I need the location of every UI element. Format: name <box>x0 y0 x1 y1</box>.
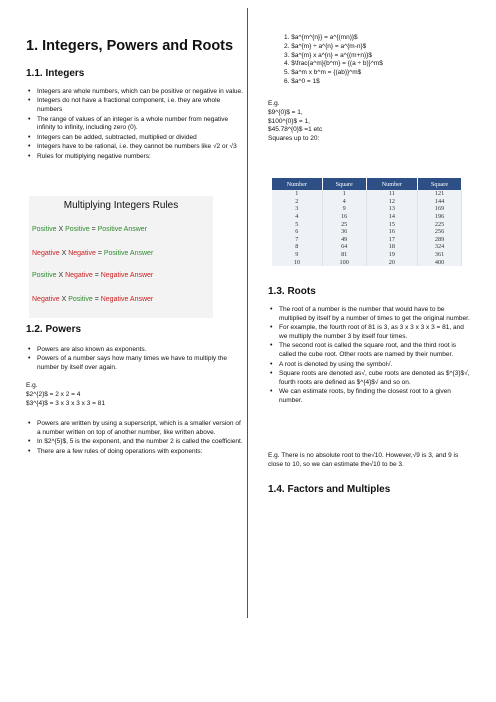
mult-rule-row <box>32 250 153 257</box>
table-cell: 19 <box>366 251 417 259</box>
table-cell: 12 <box>366 198 417 206</box>
mult-op: X <box>61 296 67 303</box>
example-line: $2^{2}$ = 2 x 2 = 4 <box>26 390 81 398</box>
table-cell: 2 <box>272 198 322 206</box>
mult-term: Negative <box>65 272 93 279</box>
column-header: Number <box>272 178 322 190</box>
section-heading-roots: 1.3. Roots <box>268 286 316 297</box>
table-row <box>272 236 462 244</box>
table-row <box>272 228 462 236</box>
rule-item: 5. $a^m x b^m = {(ab)}^m$ <box>284 69 362 77</box>
table-cell: 4 <box>322 198 366 206</box>
powers-bullet-list-2 <box>26 420 244 457</box>
mult-eq: = <box>94 296 99 303</box>
table-cell: 121 <box>418 190 462 198</box>
table-row <box>272 205 462 213</box>
table-cell: 144 <box>418 198 462 206</box>
rule-item: 3. $a^{m} x a^{n} = a^{(m+n)}$ <box>284 51 372 59</box>
table-cell: 11 <box>366 190 417 198</box>
mult-eq: = <box>94 272 99 279</box>
table-cell: 10 <box>272 258 322 266</box>
example-line: E.g. <box>26 382 38 389</box>
table-cell: 100 <box>322 258 366 266</box>
table-cell: 169 <box>418 205 462 213</box>
mult-term: Negative <box>68 250 96 257</box>
table-cell: 9 <box>272 251 322 259</box>
table-cell: 196 <box>418 213 462 221</box>
column-divider <box>247 8 248 618</box>
page-title: 1. Integers, Powers and Roots <box>26 38 234 54</box>
mult-term: Positive <box>68 296 93 303</box>
roots-bullet-list <box>268 306 472 406</box>
list-item: • Powers are written by using a superscript, which is a smaller version of a number written on top of another number, like written above. <box>26 420 244 438</box>
example-line: E.g. <box>268 100 280 107</box>
powers-example <box>26 382 105 408</box>
roots-example-paragraph: E.g. There is no absolute root to the√10. However,√9 is 3, and 9 is close to 10, so we can estimate the√10 to be 3. <box>268 452 459 468</box>
table-cell: 18 <box>366 243 417 251</box>
table-row <box>272 220 462 228</box>
table-cell: 289 <box>418 236 462 244</box>
mult-result: Positive Answer <box>103 250 154 257</box>
table-cell: 361 <box>418 251 462 259</box>
example-line: $45.78^{0}$ =1 etc <box>268 126 323 134</box>
table-cell: 25 <box>322 220 366 228</box>
mult-term: Positive <box>32 272 57 279</box>
table-cell: 1 <box>272 190 322 198</box>
list-item: • For example, the fourth root of 81 is 3, as 3 x 3 x 3 x 3 = 81, and we multiply the number 3 by itself four times. <box>268 324 472 342</box>
mult-term: Positive <box>65 226 90 233</box>
list-item: • Powers are also known as exponents. <box>26 346 244 355</box>
table-row <box>272 258 462 266</box>
table-cell: 64 <box>322 243 366 251</box>
table-cell: 20 <box>366 258 417 266</box>
section-heading-integers: 1.1. Integers <box>26 68 85 79</box>
list-item: • Integers have to be rational, i.e. they cannot be numbers like √2 or √3 <box>26 143 244 152</box>
example-line: $100^{0}$ = 1, <box>268 117 310 125</box>
mult-term: Negative <box>32 296 60 303</box>
multiplying-integers-rules-image <box>29 196 213 318</box>
list-item: • Rules for multiplying negative numbers: <box>26 153 244 162</box>
table-row <box>272 190 462 198</box>
rule-item: 2. $a^{m} ÷ a^{n} = a^{m-n}$ <box>284 42 367 50</box>
table-cell: 16 <box>366 228 417 236</box>
mult-op: X <box>58 272 64 279</box>
list-item: • The second root is called the square root, and the third root is called the cube root. Other roots are named by their number. <box>268 342 472 360</box>
integers-bullet-list <box>26 88 244 162</box>
table-cell: 8 <box>272 243 322 251</box>
table-row <box>272 198 462 206</box>
table-cell: 5 <box>272 220 322 228</box>
mult-result: Negative Answer <box>100 296 154 303</box>
exponent-example <box>268 100 322 144</box>
table-cell: 4 <box>272 213 322 221</box>
table-cell: 1 <box>322 190 366 198</box>
list-item: • The root of a number is the number that would have to be multiplied by itself by a number of times to get the original number. <box>268 306 472 324</box>
rule-item: 6. $a^0 = 1$ <box>284 77 320 85</box>
mult-rule-row <box>32 296 153 303</box>
list-item: • A root is denoted by using the symbol√. <box>268 361 472 370</box>
example-line: $9^{0}$ = 1, <box>268 108 303 116</box>
exponent-rules-list <box>284 34 383 87</box>
example-line: $3^{4}$ = 3 x 3 x 3 x 3 = 81 <box>26 399 105 407</box>
rule-item: 4. $\frac{a^m}{b^m} = {(a ÷ b)}^m$ <box>284 60 383 68</box>
section-heading-powers: 1.2. Powers <box>26 324 82 335</box>
table-cell: 13 <box>366 205 417 213</box>
mult-term: Positive <box>32 226 57 233</box>
list-item: • Powers of a number says how many times we have to multiply the number by itself over again. <box>26 355 244 373</box>
mult-op: X <box>61 250 67 257</box>
table-header-row <box>272 178 462 190</box>
table-row <box>272 251 462 259</box>
table-cell: 16 <box>322 213 366 221</box>
table-cell: 225 <box>418 220 462 228</box>
table-cell: 3 <box>272 205 322 213</box>
table-cell: 6 <box>272 228 322 236</box>
table-cell: 7 <box>272 236 322 244</box>
list-item: • The range of values of an integer is a whole number from negative infinity to infinity, including zero (0). <box>26 116 244 134</box>
list-item: • Integers can be added, subtracted, multiplied or divided <box>26 134 244 143</box>
mult-eq: = <box>91 226 96 233</box>
example-line: Squares up to 20: <box>268 135 320 143</box>
section-heading-factors: 1.4. Factors and Multiples <box>268 484 391 495</box>
table-cell: 400 <box>418 258 462 266</box>
table-row <box>272 243 462 251</box>
table-cell: 49 <box>322 236 366 244</box>
mult-result: Positive Answer <box>97 226 148 233</box>
mult-eq: = <box>97 250 102 257</box>
list-item: • In $2^{5}$, 5 is the exponent, and the number 2 is called the coefficient. <box>26 438 244 447</box>
list-item: • Integers do not have a fractional component, i.e. they are whole numbers <box>26 97 244 115</box>
table-cell: 36 <box>322 228 366 236</box>
column-header: Number <box>366 178 417 190</box>
mult-op: X <box>58 226 64 233</box>
table-cell: 14 <box>366 213 417 221</box>
column-header: Square <box>322 178 366 190</box>
squares-table <box>272 178 462 266</box>
mult-rule-row <box>32 226 147 233</box>
mult-result: Negative Answer <box>100 272 154 279</box>
table-cell: 15 <box>366 220 417 228</box>
list-item: • Integers are whole numbers, which can be positive or negative in value. <box>26 88 244 97</box>
table-cell: 256 <box>418 228 462 236</box>
list-item: • We can estimate roots, by finding the closest root to a given number. <box>268 388 472 406</box>
powers-bullet-list <box>26 346 244 374</box>
column-header: Square <box>418 178 462 190</box>
list-item: • Square roots are denoted as√, cube roots are denoted as $^{3}$√, fourth roots are defined as $^{4}$√ and so on. <box>268 370 472 388</box>
table-cell: 324 <box>418 243 462 251</box>
table-cell: 17 <box>366 236 417 244</box>
table-row <box>272 213 462 221</box>
mult-rule-row <box>32 272 153 279</box>
mult-term: Negative <box>32 250 60 257</box>
mult-rules-title: Multiplying Integers Rules <box>63 200 179 211</box>
list-item: • There are a few rules of doing operations with exponents: <box>26 448 244 457</box>
table-cell: 9 <box>322 205 366 213</box>
rule-item: 1. $a^{m^{n}} = a^{(mn)}$ <box>284 34 358 41</box>
table-cell: 81 <box>322 251 366 259</box>
